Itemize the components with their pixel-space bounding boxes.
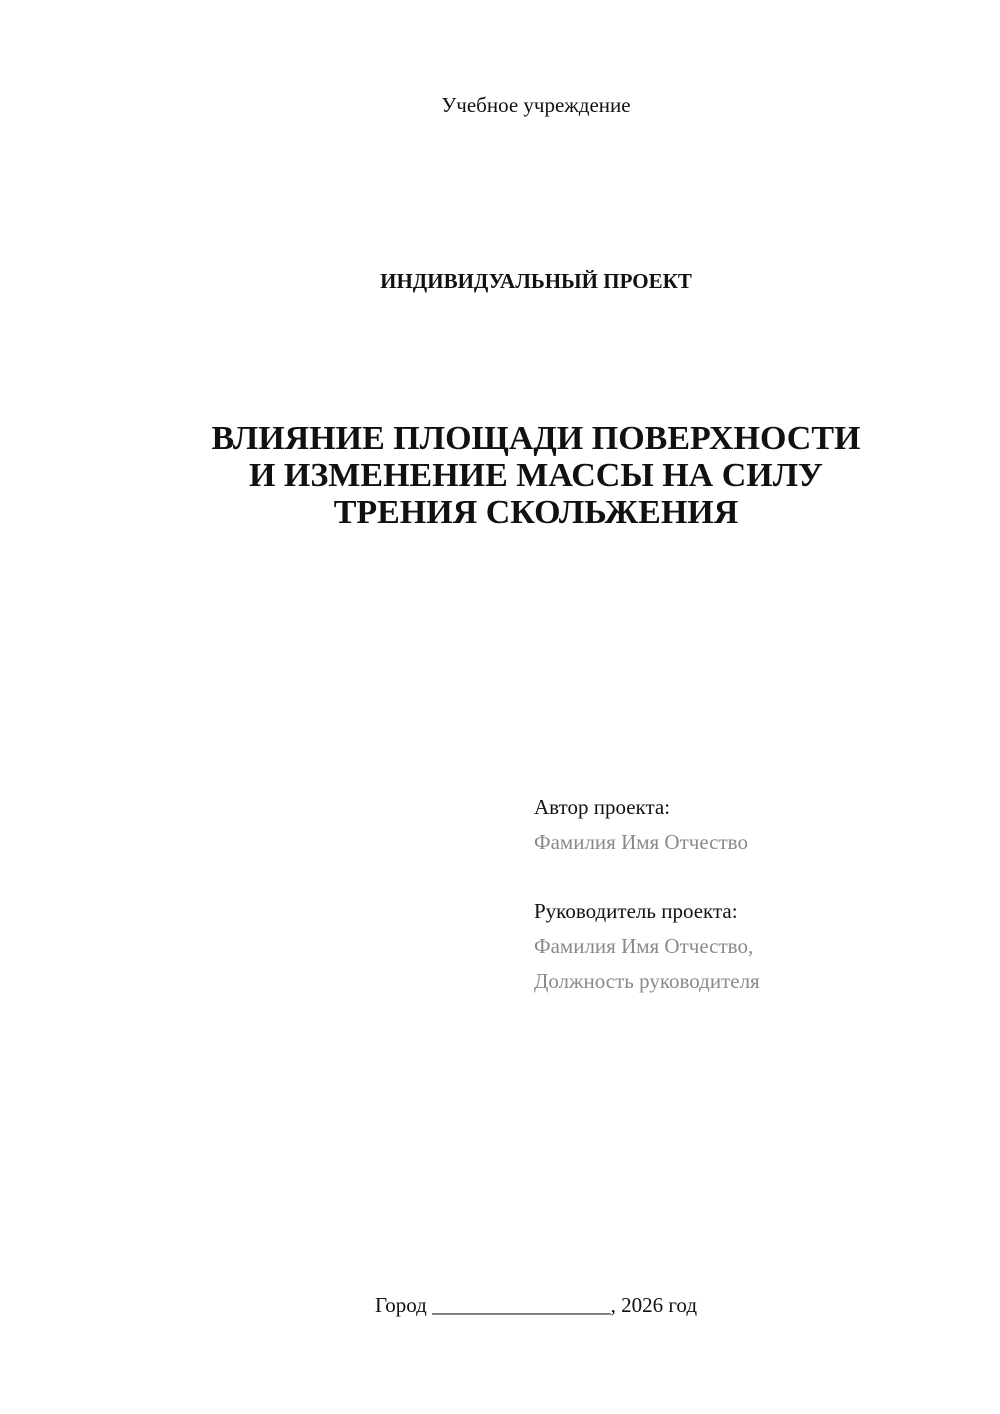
supervisor-position: Должность руководителя <box>534 969 760 993</box>
credits-block <box>534 790 974 999</box>
author-name: Фамилия Имя Отчество <box>534 830 748 854</box>
supervisor-name: Фамилия Имя Отчество, <box>534 934 754 958</box>
project-title <box>150 420 922 531</box>
document-type: ИНДИВИДУАЛЬНЫЙ ПРОЕКТ <box>380 269 692 293</box>
city-year-line: Город _________________, 2026 год <box>374 1293 698 1317</box>
project-title-line: ВЛИЯНИЕ ПЛОЩАДИ ПОВЕРХНОСТИ <box>211 420 861 457</box>
project-title-line: И ИЗМЕНЕНИЕ МАССЫ НА СИЛУ <box>248 457 824 494</box>
spacer <box>534 860 974 894</box>
supervisor-label: Руководитель проекта: <box>534 899 738 923</box>
author-label: Автор проекта: <box>534 795 671 819</box>
institution-name: Учебное учреждение <box>441 93 631 117</box>
project-title-line: ТРЕНИЯ СКОЛЬЖЕНИЯ <box>333 494 739 531</box>
